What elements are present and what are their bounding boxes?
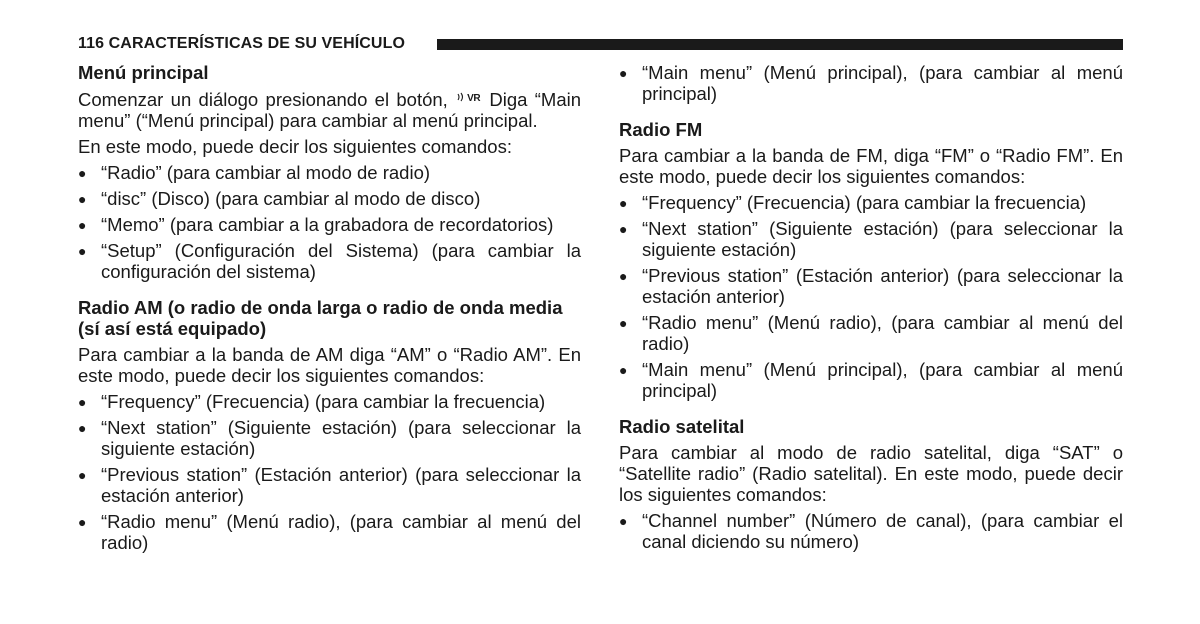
list-item: ● “disc” (Disco) (para cambiar al modo de disco) (78, 188, 581, 209)
radio-fm-command-list (619, 192, 1123, 401)
list-item: ● “Radio menu” (Menú radio), (para cambiar al menú del radio) (78, 511, 581, 553)
list-item: ● “Frequency” (Frecuencia) (para cambiar la frecuencia) (78, 391, 581, 412)
list-item: ● “Main menu” (Menú principal), (para cambiar al menú principal) (619, 359, 1123, 401)
radio-satelital-heading: Radio satelital (619, 416, 745, 437)
vr-icon-label: VR (467, 93, 481, 104)
page-header-title: 116 CARACTERÍSTICAS DE SU VEHÍCULO (78, 35, 406, 52)
radio-satelital-intro: Para cambiar al modo de radio satelital, diga “SAT” o “Satellite radio” (Radio satelital). En este modo, puede decir los siguientes comandos: (619, 442, 1123, 505)
list-item: ● “Previous station” (Estación anterior) (para seleccionar la estación anterior) (619, 265, 1123, 307)
list-item: ● “Memo” (para cambiar a la grabadora de recordatorios) (78, 214, 581, 235)
list-item: ● “Next station” (Siguiente estación) (para seleccionar la siguiente estación) (78, 417, 581, 459)
left-column (78, 62, 581, 568)
right-column (619, 62, 1123, 567)
menu-intro-before-icon: Comenzar un diálogo presionando el botón, (78, 89, 448, 110)
radio-am-command-list (78, 391, 581, 553)
menu-intro-after-icon: Diga “Main menu” (“Menú principal) para cambiar al menú principal. (78, 89, 582, 131)
menu-principal-intro (78, 88, 581, 131)
list-item: ● “Radio” (para cambiar al modo de radio) (78, 162, 581, 183)
menu-principal-mode-text: En este modo, puede decir los siguientes comandos: (78, 136, 512, 157)
list-item: ● “Radio menu” (Menú radio), (para cambiar al menú del radio) (619, 312, 1123, 354)
menu-principal-heading: Menú principal (78, 62, 209, 83)
list-item: ● “Previous station” (Estación anterior) (para seleccionar la estación anterior) (78, 464, 581, 506)
list-item: ● “Setup” (Configuración del Sistema) (para cambiar la configuración del sistema) (78, 240, 581, 282)
voice-waves-glyph (457, 92, 467, 102)
voice-recognition-icon (457, 88, 480, 109)
radio-am-heading: Radio AM (o radio de onda larga o radio de onda media (sí así está equipado) (78, 297, 563, 339)
list-item: ● “Frequency” (Frecuencia) (para cambiar la frecuencia) (619, 192, 1123, 213)
page-header (78, 33, 1123, 55)
menu-principal-command-list (78, 162, 581, 282)
radio-fm-heading: Radio FM (619, 119, 703, 140)
header-rule (437, 39, 1123, 50)
list-item: ● “Channel number” (Número de canal), (para cambiar el canal diciendo su número) (619, 510, 1123, 552)
list-item: ● “Next station” (Siguiente estación) (para seleccionar la siguiente estación) (619, 218, 1123, 260)
radio-fm-intro: Para cambiar a la banda de FM, diga “FM” o “Radio FM”. En este modo, puede decir los siguientes comandos: (619, 145, 1123, 187)
radio-am-command-list-continued (619, 62, 1123, 104)
list-item: ● “Main menu” (Menú principal), (para cambiar al menú principal) (619, 62, 1123, 104)
radio-satelital-command-list (619, 510, 1123, 552)
radio-am-intro: Para cambiar a la banda de AM diga “AM” o “Radio AM”. En este modo, puede decir los siguientes comandos: (78, 344, 581, 386)
